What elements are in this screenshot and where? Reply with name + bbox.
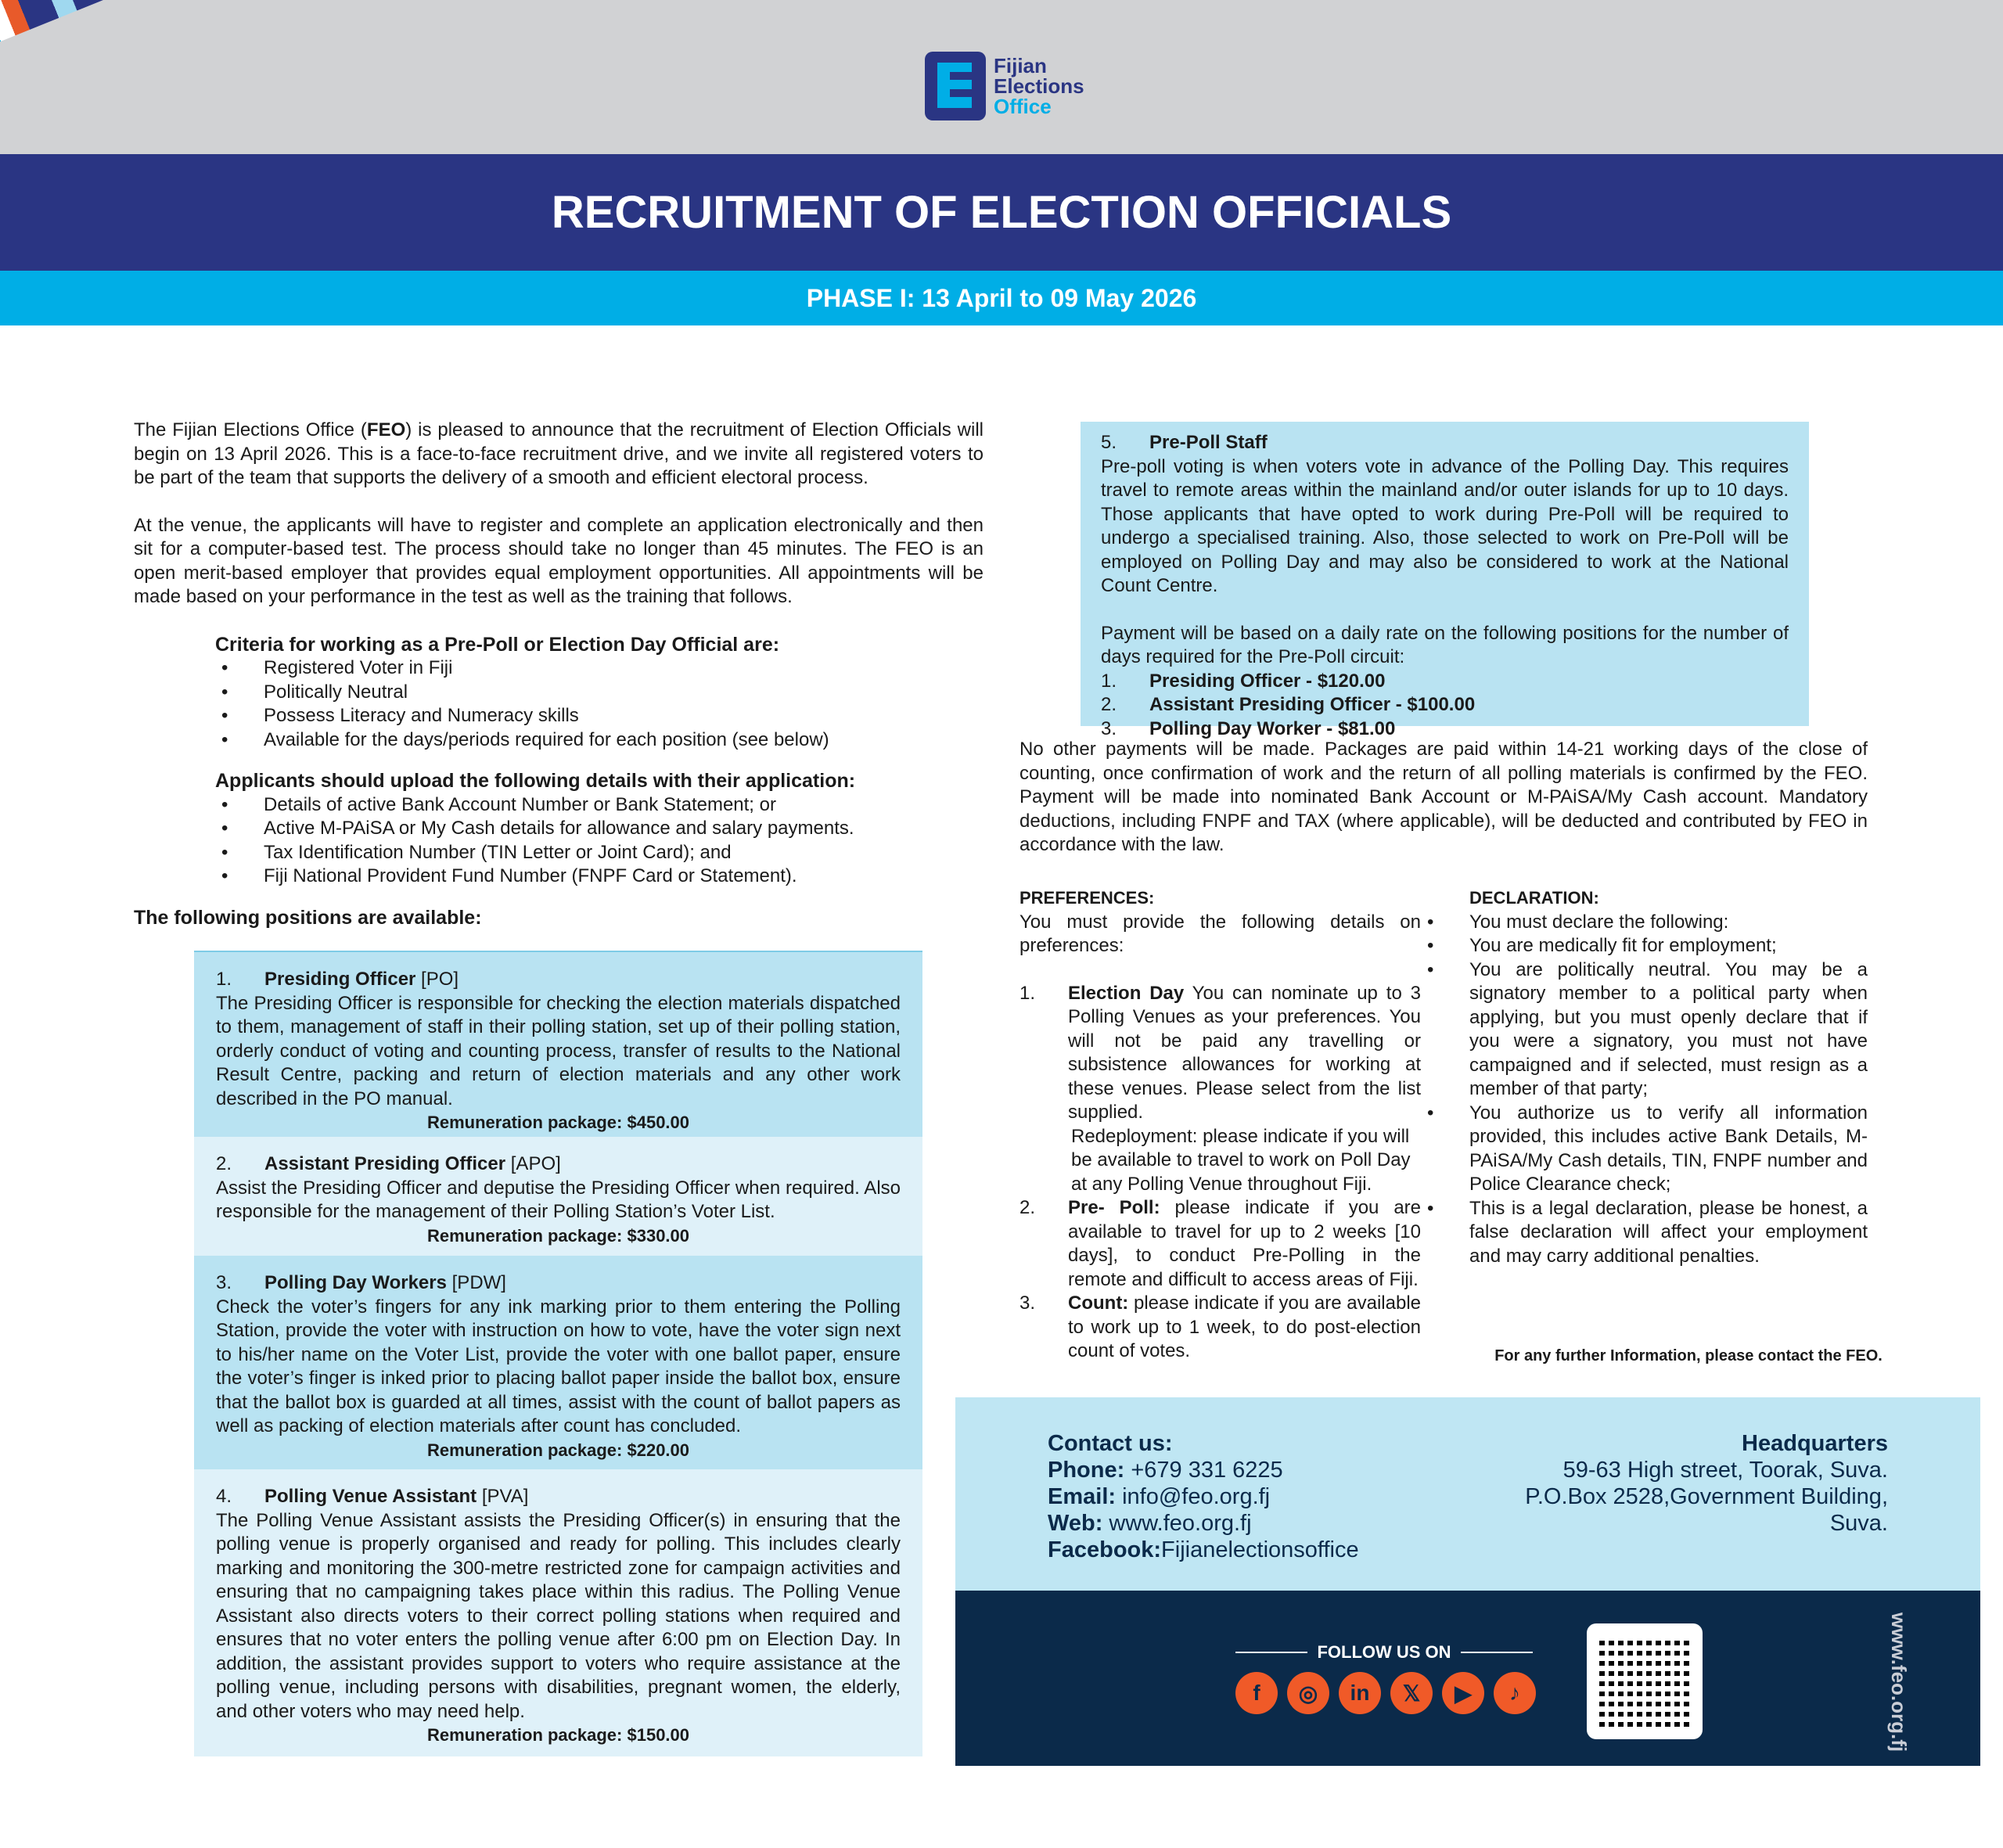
qr-code[interactable] (1587, 1623, 1703, 1739)
remuneration: Remuneration package: $150.00 (426, 1725, 690, 1745)
section-heading: The following positions are available: (134, 906, 482, 929)
preferences-section (1019, 886, 1421, 1364)
position-card: 4. Polling Venue Assistant [PVA] The Polling Venue Assistant assists the Presiding Officer(s) in ensuring that the polling venue is properly organised and ready for polling. This includes clearly marking and monitoring the 300-metre restricted zone for campaign activities and ensuring that no campaigning takes place within this radius. The Polling Venue Assistant also directs voters to their correct polling stations when required and ensures that no voter enters the polling venue after 6:00 pm on Election Day. In addition, the assistant provides support to voters who require assistance at the polling venue, including persons with disabilities, pregnant women, the elderly, and other voters who may need help. Remuneration package: $150.00 (194, 1469, 922, 1756)
hq-address: P.O.Box 2528,Government Building, (1525, 1484, 1888, 1509)
preference-item: 1. Election Day You can nominate up to 3 Polling Venues as your preferences. You will not be paid any travelling or subsistence allowances for working at these venues. Please select from the list supplied. Redeployment: please indicate if you will be available to travel to work on Poll Day at any Polling Venue throughout Fiji. (1019, 982, 1422, 1195)
linkedin-icon[interactable]: in (1339, 1672, 1381, 1714)
logo-text: Fijian (994, 54, 1047, 77)
hq-heading: Headquarters (1742, 1431, 1888, 1456)
list-item: • You are politically neutral. You may be a signatory member to a political party when applying, but you must openly declare that if you were a signatory, you must not have campaigned and if selected, must resign as a member of that party; (1421, 958, 1868, 1102)
x-icon[interactable]: 𝕏 (1390, 1672, 1433, 1714)
criteria-section (134, 633, 984, 753)
logo-text: Elections (994, 74, 1084, 98)
contact-panel (955, 1397, 1980, 1591)
positions-list (194, 951, 922, 1756)
rate-item: 3. Polling Day Worker - $81.00 (1101, 717, 1396, 739)
list-item: • Details of active Bank Account Number or Bank Statement; or (215, 793, 984, 818)
list-item: • You must declare the following: (1421, 911, 1868, 935)
position-title: Assistant Presiding Officer (264, 1153, 506, 1174)
remuneration: Remuneration package: $220.00 (426, 1440, 690, 1460)
section-heading: DECLARATION: (1469, 888, 1599, 908)
list-item: • Politically Neutral (215, 681, 984, 705)
remuneration: Remuneration package: $330.00 (426, 1225, 690, 1246)
contact-email[interactable]: Email: info@feo.org.fj (1048, 1484, 1271, 1509)
position-description: Check the voter’s fingers for any ink marking prior to them entering the Polling Station, provide the voter with instruction on how to vote, have the voter sign next to his/her name on the Voter List, provide the voter with one ballot paper, ensure the voter’s finger is inked prior to placing ballot paper inside the ballot box, ensure that the ballot box is guarded at all times, assist with the count of ballot papers as well as packing of election materials after count has concluded. (216, 1296, 901, 1436)
hq-address: 59-63 High street, Toorak, Suva. (1562, 1458, 1888, 1483)
intro-paragraph: At the venue, the applicants will have to register and complete an application electronically and then sit for a computer-based test. The process should take no longer than 45 minutes. The FEO is an open merit-based employer that provides equal employment opportunities. All appointments will be made based on your performance in the test as well as the training that follows. (134, 514, 984, 607)
position-description: The Polling Venue Assistant assists the Presiding Officer(s) in ensuring that the polling venue is properly organised and ready for polling. This includes clearly marking and monitoring the 300-metre restricted zone for campaign activities and ensuring that no campaigning takes place within this radius. The Polling Venue Assistant also directs voters to their correct polling stations when required and ensures that no voter enters the polling venue after 6:00 pm on Election Day. In addition, the assistant provides support to voters who require assistance at the polling venue, including persons with disabilities, pregnant women, the elderly, and other voters who may need help. (216, 1509, 901, 1722)
further-info: For any further Information, please contact the FEO. (1494, 1347, 1883, 1364)
facebook-icon[interactable]: f (1235, 1672, 1278, 1714)
section-heading: Criteria for working as a Pre-Poll or Election Day Official are: (215, 633, 780, 656)
position-title: Presiding Officer (264, 969, 416, 990)
feo-logo (925, 52, 1084, 120)
youtube-icon[interactable]: ▶ (1442, 1672, 1484, 1714)
page-title: RECRUITMENT OF ELECTION OFFICIALS (0, 154, 2003, 271)
position-title: Pre-Poll Staff (1149, 432, 1268, 453)
position-title: Polling Venue Assistant (264, 1486, 477, 1507)
section-heading: PREFERENCES: (1019, 888, 1155, 908)
list-item: • This is a legal declaration, please be honest, a false declaration will affect your employment and may carry additional penalties. (1421, 1197, 1868, 1269)
contact-facebook[interactable]: Facebook:Fijianelectionsoffice (1048, 1537, 1359, 1562)
contact-web[interactable]: Web: www.feo.org.fj (1048, 1511, 1252, 1536)
list-item: • You are medically fit for employment; (1421, 934, 1868, 958)
rate-item: 2. Assistant Presiding Officer - $100.00 (1101, 694, 1476, 715)
rate-item: 1. Presiding Officer - $120.00 (1101, 670, 1386, 692)
position-card: 1. Presiding Officer [PO] The Presiding Officer is responsible for checking the election materials dispatched to them, management of staff in their polling station, set up of their polling station, orderly conduct of voting and counting process, transfer of results to the National Result Centre, packing and return of election materials and any other work described in the PO manual. Remuneration package: $450.00 (194, 951, 922, 1137)
position-title: Polling Day Workers (264, 1272, 447, 1293)
footer (955, 1591, 1980, 1766)
intro-paragraph: The Fijian Elections Office (FEO) is pleased to announce that the recruitment of Election Officials will begin on 13 April 2026. This is a face-to-face recruitment drive, and we invite all registered voters to be part of the team that supports the delivery of a smooth and efficient electoral process. (134, 419, 984, 488)
position-description: Assist the Presiding Officer and deputise the Presiding Officer when required. Also responsible for the management of their Polling Station’s Voter List. (216, 1177, 901, 1222)
list-item: • Active M-PAiSA or My Cash details for allowance and salary payments. (215, 817, 984, 841)
tiktok-icon[interactable]: ♪ (1494, 1672, 1536, 1714)
declaration-section (1469, 886, 1868, 1268)
position-card: 3. Polling Day Workers [PDW] Check the voter’s fingers for any ink marking prior to them entering the Polling Station, provide the voter with instruction on how to vote, have the voter sign next to his/her name on the Voter List, provide the voter with one ballot paper, ensure the voter’s finger is inked prior to placing ballot paper inside the ballot box, ensure that the ballot box is guarded at all times, assist with the count of ballot papers as well as packing of election materials after count has concluded. Remuneration package: $220.00 (194, 1256, 922, 1469)
position-description: Pre-poll voting is when voters vote in advance of the Polling Day. This requires travel to remote areas within the mainland and/or outer islands for up to 10 days. Those applicants that have opted to work during Pre-Poll will be required to undergo a specialised training. Also, those selected to work on Pre-Poll will be employed on Polling Day and may also be considered to work at the National Count Centre. (1101, 455, 1789, 596)
prepoll-card: 5. Pre-Poll Staff Pre-poll voting is when voters vote in advance of the Polling Day. This requires travel to remote areas within the mainland and/or outer islands for up to 10 days. Those applicants that have opted to work during Pre-Poll will be required to undergo a specialised training. Also, those selected to work on Pre-Poll will be employed on Polling Day and may also be considered to work at the National Count Centre. Payment will be based on a daily rate on the following positions for the number of days required for the Pre-Poll circuit: 1. Presiding Officer - $120.00 2. Assistant Presiding Officer - $100.00 3. Polling Day Worker - $81.00 (1081, 422, 1809, 726)
contact-heading: Contact us: (1048, 1431, 1173, 1456)
list-item: • Available for the days/periods required for each position (see below) (215, 728, 984, 753)
position-description: The Presiding Officer is responsible for checking the election materials dispatched to them, management of staff in their polling station, set up of their polling station, orderly conduct of voting and counting process, transfer of results to the National Result Centre, packing and return of election materials and any other work described in the PO manual. (216, 992, 901, 1109)
hq-address: Suva. (1829, 1511, 1888, 1536)
preferences-intro: You must provide the following details on preferences: (1019, 911, 1421, 956)
website-url[interactable]: www.feo.org.fj (1887, 1613, 1911, 1753)
follow-label: FOLLOW US ON (1317, 1642, 1451, 1662)
position-card: 2. Assistant Presiding Officer [APO] Assist the Presiding Officer and deputise the Presiding Officer when required. Also responsible for the management of their Polling Station’s Voter List. Remuneration package: $330.00 (194, 1137, 922, 1256)
list-item: • Possess Literacy and Numeracy skills (215, 704, 984, 728)
left-column (134, 419, 984, 929)
section-heading: Applicants should upload the following details with their application: (215, 770, 856, 792)
payments-note: No other payments will be made. Packages are paid within 14-21 working days of the close of counting, once confirmation of work and the return of all polling materials is confirmed by the FEO. Payment will be made into nominated Bank Account or M-PAiSA/My Cash account. Mandatory deductions, including FNPF and TAX (where applicable), will be deducted and contributed by FEO in accordance with the law. (1019, 739, 1868, 855)
instagram-icon[interactable]: ◎ (1287, 1672, 1329, 1714)
list-item: • Registered Voter in Fiji (215, 656, 984, 681)
upload-section (134, 769, 984, 889)
preference-item: 3. Count: please indicate if you are available to work up to 1 week, to do post-election count of votes. (1019, 1293, 1421, 1361)
list-item: • Tax Identification Number (TIN Letter or Joint Card); and (215, 841, 984, 865)
list-item: • You authorize us to verify all information provided, this includes active Bank Details, M-PAiSA/My Cash details, TIN, FNPF number and Police Clearance check; (1421, 1102, 1868, 1197)
logo-text: Office (994, 95, 1052, 118)
preference-item: 2. Pre- Poll: please indicate if you are available to travel for up to 2 weeks [10 days], to conduct Pre-Polling in the remote and difficult to access areas of Fiji. (1019, 1197, 1422, 1290)
remuneration: Remuneration package: $450.00 (426, 1113, 690, 1132)
list-item: • Fiji National Provident Fund Number (FNPF Card or Statement). (215, 865, 984, 889)
logo-icon (925, 52, 986, 120)
payment-text: Payment will be based on a daily rate on the following positions for the number of days required for the Pre-Poll circuit: (1101, 622, 1789, 667)
phase-banner: PHASE I: 13 April to 09 May 2026 (0, 271, 2003, 325)
contact-phone[interactable]: Phone: +679 331 6225 (1048, 1458, 1283, 1483)
